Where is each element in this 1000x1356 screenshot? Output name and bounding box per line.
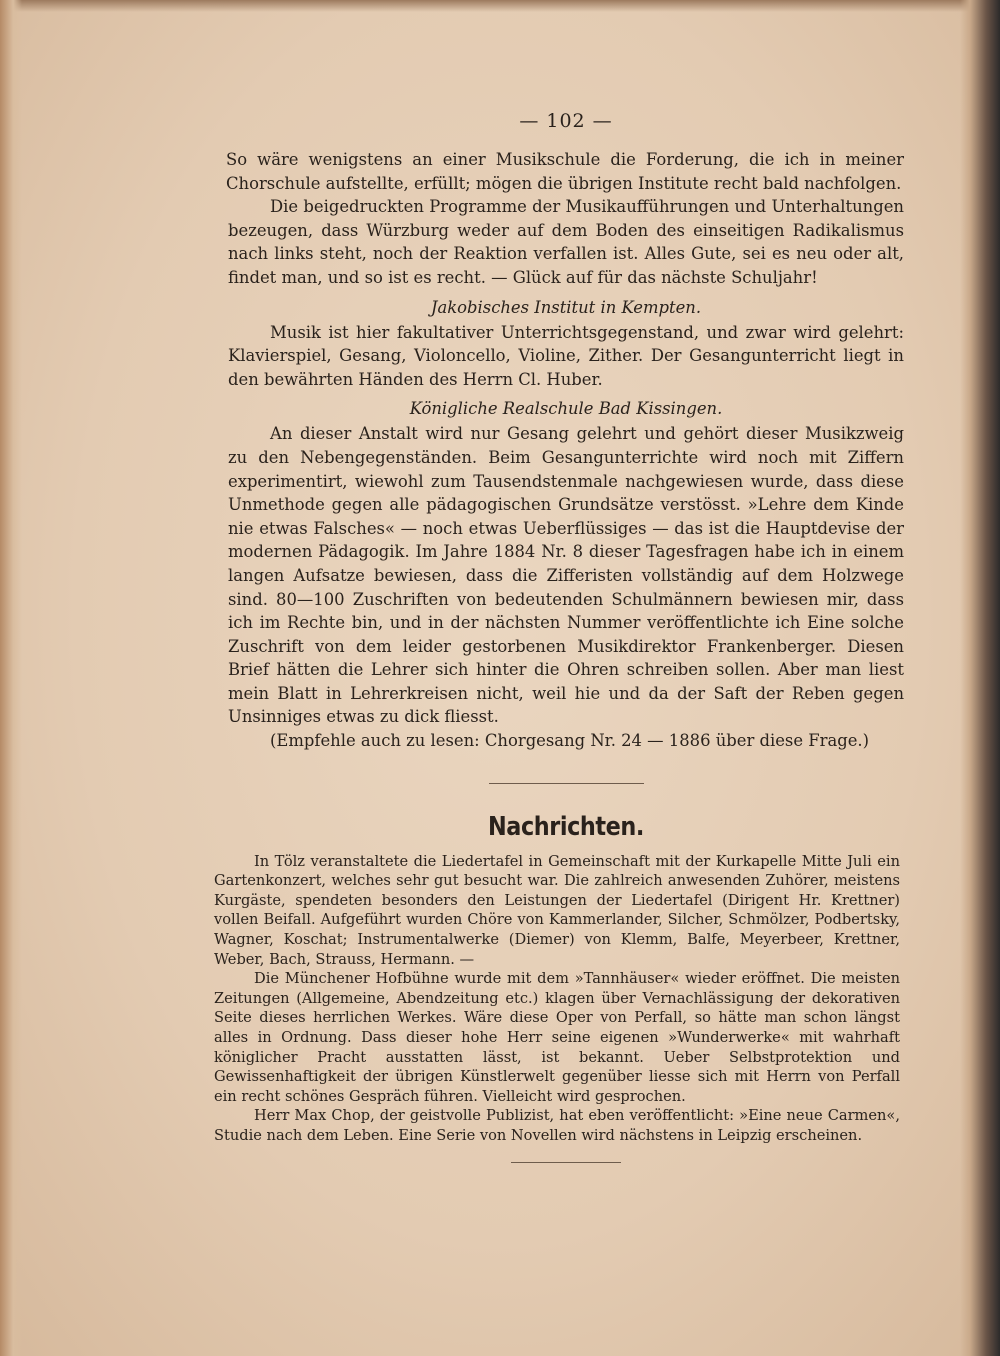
news-paragraph-toelz: In Tölz veranstaltete die Liedertafel in Gemeinschaft mit der Kurkapelle Mitte Juli ein Gartenkonzert, welches sehr gut besucht war. Die zahlreich anwesenden Zuhörer, meistens Kurgäste, spendeten besonders den Leistungen der Liedertafel (Dirigent Hr. Krettner) vollen Beifall. Aufgeführt wurden Chöre von Kammerlander, Silcher, Schmölzer, Podbertsky, Wagner, Koschat; Instrumentalwerke (Diemer) von Klemm, Balfe, Meyerbeer, Krettner, Weber, Bach, Strauss, Hermann. —: [214, 852, 900, 968]
end-divider: [511, 1162, 621, 1163]
kissingen-note: (Empfehle auch zu lesen: Chorgesang Nr. 24 — 1886 über diese Frage.): [270, 731, 870, 751]
kempten-paragraph: Musik ist hier fakultativer Unterrichtsgegenstand, und zwar wird gelehrt: Klavierspiel, Gesang, Violoncello, Violine, Zither. Der Gesangunterricht liegt in den bewährten Händen des Herrn Cl. Huber.: [228, 322, 904, 389]
news-paragraph-hofbuehne: Die Münchener Hofbühne wurde mit dem »Tannhäuser« wieder eröffnet. Die meisten Zeitungen (Allgemeine, Abendzeitung etc.) klagen über Vernachlässigung der dekorativen Seite dieses herrlichen Werkes. Wäre diese Oper von Perfall, so hätte man schon längst alles in Ordnung. Dass dieser hohe Herr seine eigenen »Wunderwerke« mit wahrhaft königlicher Pracht ausstatten lässt, ist bekannt. Ueber Selbstprotektion und Gewissenhaftigkeit der übrigen Künstlerwelt gegenüber liesse sich mit Herrn von Perfall ein recht schönes Gespräch führen. Vielleicht wird gesprochen.: [214, 970, 900, 1105]
section-divider: [489, 783, 644, 784]
news-title: Nachrichten.: [488, 811, 644, 842]
news-section: [214, 852, 900, 1146]
page-number: — 102 —: [519, 110, 613, 132]
page-top-shadow: [0, 0, 1000, 12]
intro-paragraph-1: So wäre wenigstens an einer Musikschule die Forderung, die ich in meiner Chorschule aufstellte, erfüllt; mögen die übrigen Institute recht bald nachfolgen.: [226, 150, 904, 193]
kempten-heading: Jakobisches Institut in Kempten.: [430, 297, 702, 317]
page-left-edge: [0, 0, 22, 1356]
intro-paragraph-2: Die beigedruckten Programme der Musikaufführungen und Unterhaltungen bezeugen, dass Würzburg weder auf dem Boden des einseitigen Radikalismus nach links steht, noch der Reaktion verfallen ist. Alles Gute, sei es neu oder alt, findet man, und so ist es recht. — Glück auf für das nächste Schuljahr!: [228, 197, 904, 287]
kissingen-paragraph: An dieser Anstalt wird nur Gesang gelehrt und gehört dieser Musikzweig zu den Nebengegenständen. Beim Gesangunterrichte wird noch mit Ziffern experimentirt, wiewohl zum Tausendstenmale nachgewiesen wurde, dass diese Unmethode gegen alle pädagogischen Grundsätze verstösst. »Lehre dem Kinde nie etwas Falsches« — noch etwas Ueberflüssiges — das ist die Hauptdevise der modernen Pädagogik. Im Jahre 1884 Nr. 8 dieser Tagesfragen habe ich in einem langen Aufsatze bewiesen, dass die Zifferisten vollständig auf dem Holzwege sind. 80—100 Zuschriften von bedeutenden Schulmännern bewiesen mir, dass ich im Rechte bin, und in der nächsten Nummer veröffentlichte ich Eine solche Zuschrift von dem leider gestorbenen Musikdirektor Frankenberger. Diesen Brief hätten die Lehrer sich hinter die Ohren schreiben sollen. Aber man liest mein Blatt in Lehrerkreisen nicht, weil hie und da der Saft der Reben gegen Unsinniges etwas zu dick fliesst.: [228, 424, 904, 727]
book-binding-edge: [960, 0, 1000, 1356]
news-paragraph-chop: Herr Max Chop, der geistvolle Publizist, hat eben veröffentlicht: »Eine neue Carmen«, Studie nach dem Leben. Eine Serie von Novellen wird nächstens in Leipzig erscheinen.: [214, 1107, 900, 1144]
kissingen-heading: Königliche Realschule Bad Kissingen.: [409, 399, 723, 419]
page-content: [214, 110, 904, 1163]
